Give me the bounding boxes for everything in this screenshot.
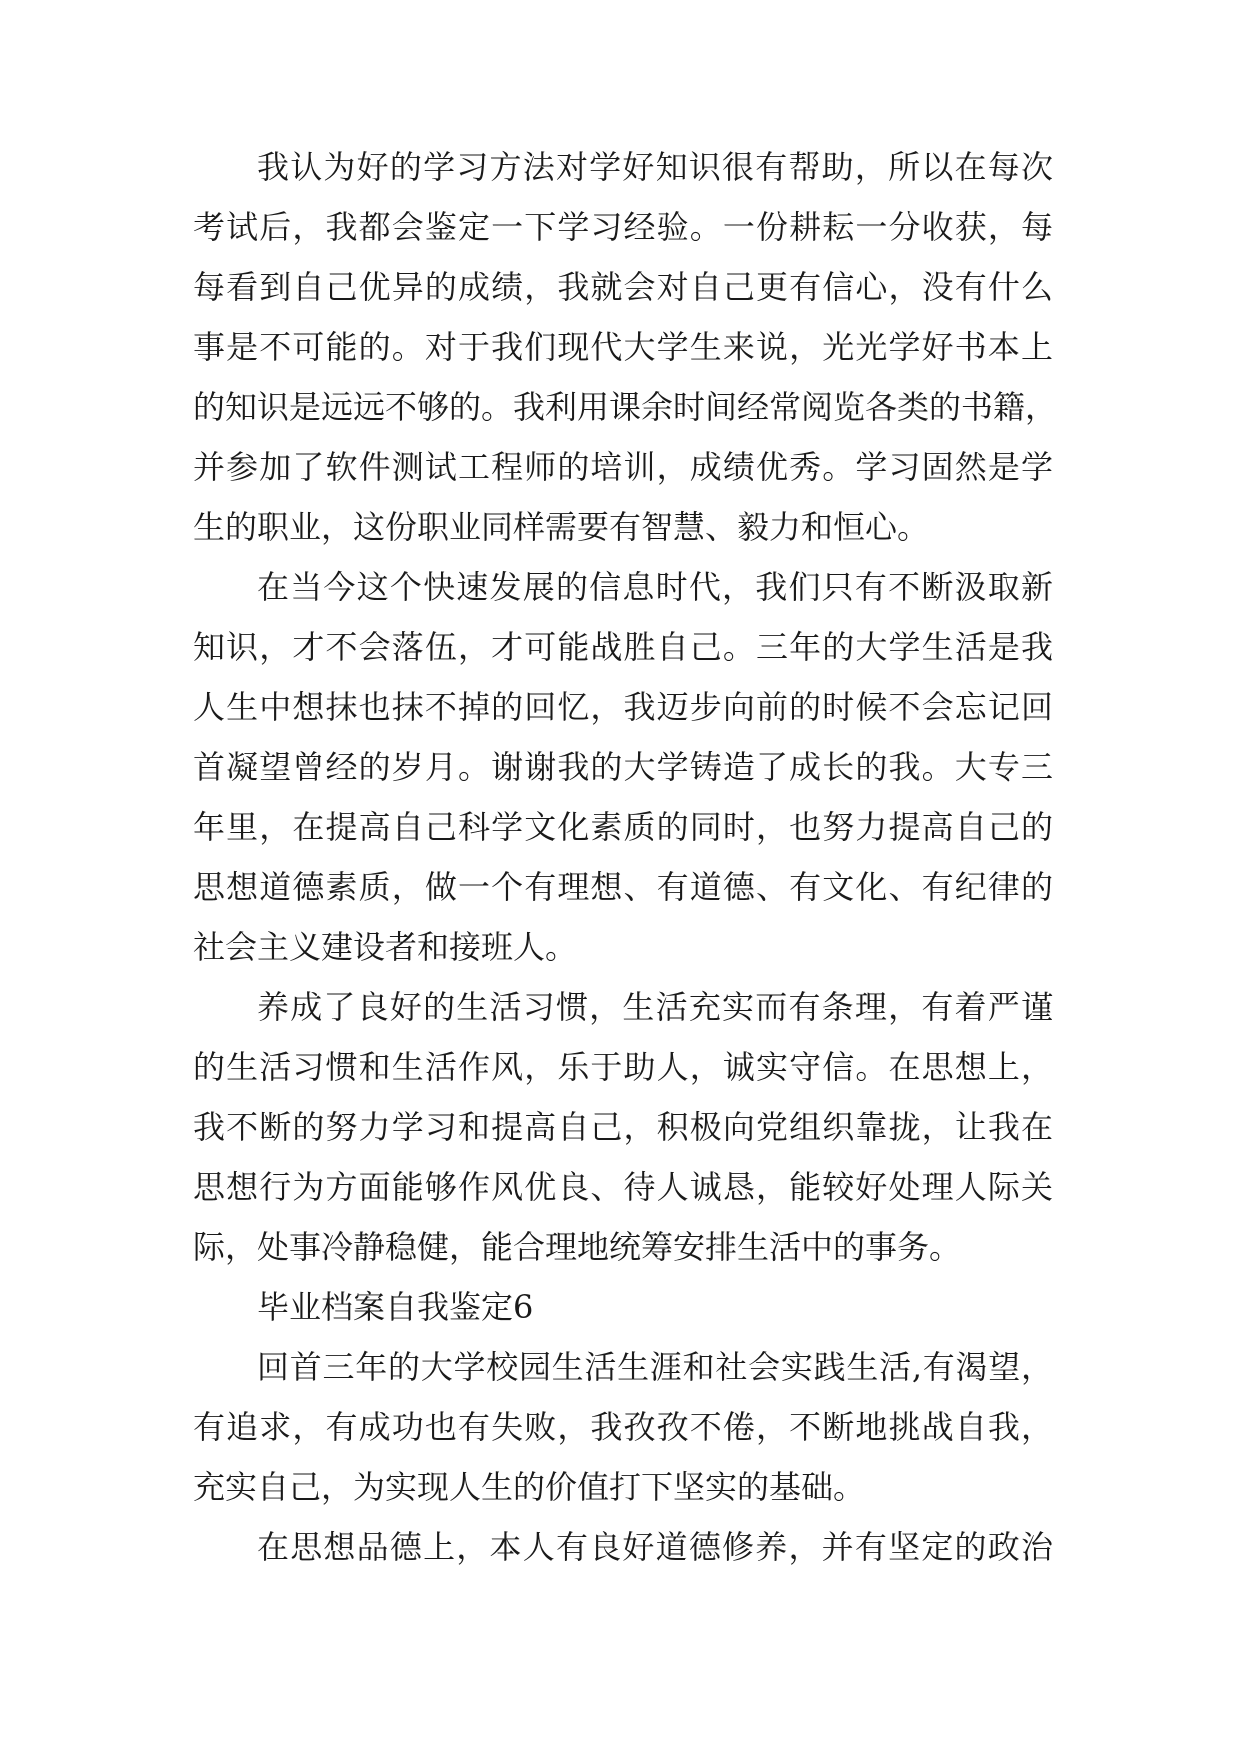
text-line: 回首三年的大学校园生活生涯和社会实践生活,有渴望， <box>257 1348 1053 1386</box>
text-line: 的知识是远远不够的。我利用课余时间经常阅览各类的书籍， <box>193 388 1058 426</box>
text-line: 每看到自己优异的成绩，我就会对自己更有信心，没有什么 <box>193 268 1053 306</box>
text-line: 养成了良好的生活习惯，生活充实而有条理，有着严谨 <box>257 988 1053 1026</box>
text-line: 我认为好的学习方法对学好知识很有帮助，所以在每次 <box>257 148 1053 186</box>
text-line: 生的职业，这份职业同样需要有智慧、毅力和恒心。 <box>193 508 930 546</box>
text-line: 事是不可能的。对于我们现代大学生来说，光光学好书本上 <box>193 328 1053 366</box>
text-line: 思想道德素质，做一个有理想、有道德、有文化、有纪律的 <box>193 868 1053 906</box>
section-heading: 毕业档案自我鉴定6 <box>257 1288 534 1326</box>
text-line: 在思想品德上，本人有良好道德修养，并有坚定的政治 <box>257 1528 1053 1566</box>
text-line: 并参加了软件测试工程师的培训，成绩优秀。学习固然是学 <box>193 448 1053 486</box>
text-line: 有追求，有成功也有失败，我孜孜不倦，不断地挑战自我， <box>193 1408 1053 1446</box>
text-line: 考试后，我都会鉴定一下学习经验。一份耕耘一分收获，每 <box>193 208 1053 246</box>
text-line: 思想行为方面能够作风优良、待人诚恳，能较好处理人际关 <box>193 1168 1053 1206</box>
text-line: 社会主义建设者和接班人。 <box>193 928 578 966</box>
text-line: 人生中想抹也抹不掉的回忆，我迈步向前的时候不会忘记回 <box>193 688 1053 726</box>
text-line: 首凝望曾经的岁月。谢谢我的大学铸造了成长的我。大专三 <box>193 748 1053 786</box>
text-line: 际，处事冷静稳健，能合理地统筹安排生活中的事务。 <box>193 1228 962 1266</box>
text-line: 在当今这个快速发展的信息时代，我们只有不断汲取新 <box>257 568 1053 606</box>
text-line: 我不断的努力学习和提高自己，积极向党组织靠拢，让我在 <box>193 1108 1053 1146</box>
text-line: 知识，才不会落伍，才可能战胜自己。三年的大学生活是我 <box>193 628 1053 666</box>
text-line: 充实自己，为实现人生的价值打下坚实的基础。 <box>193 1468 866 1506</box>
text-line: 的生活习惯和生活作风，乐于助人，诚实守信。在思想上， <box>193 1048 1053 1086</box>
text-line: 年里，在提高自己科学文化素质的同时，也努力提高自己的 <box>193 808 1053 846</box>
